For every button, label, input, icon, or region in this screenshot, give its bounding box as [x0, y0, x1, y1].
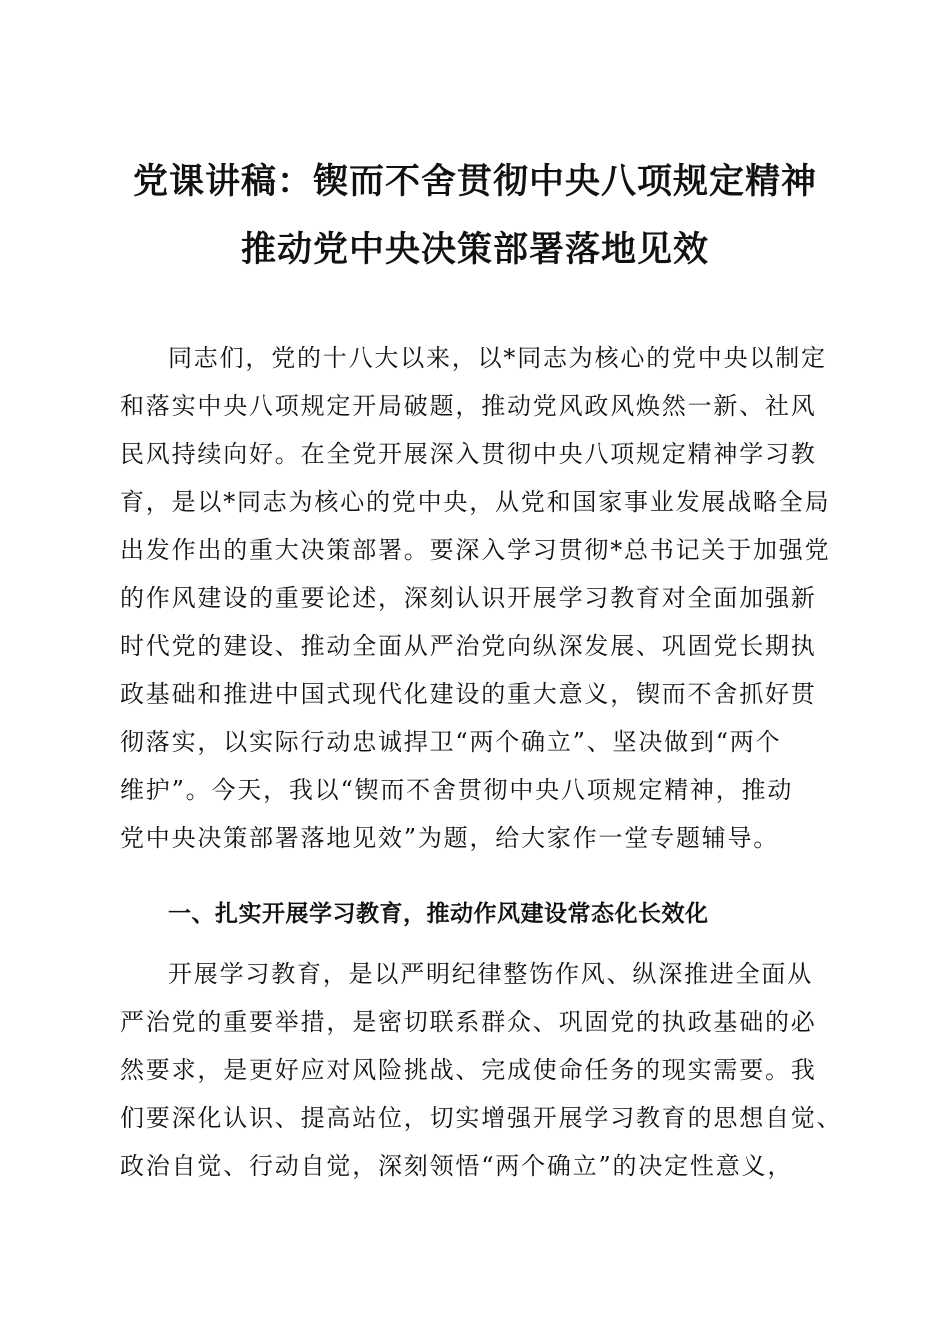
paragraph-line: 们要深化认识、提高站位，切实增强开展学习教育的思想自觉、: [120, 1104, 843, 1132]
paragraph-line: 同志们，党的十八大以来，以*同志为核心的党中央以制定: [168, 344, 827, 372]
paragraph-line: 然要求，是更好应对风险挑战、完成使命任务的现实需要。我: [120, 1056, 817, 1084]
paragraph-line: 维护”。今天，我以“锲而不舍贯彻中央八项规定精神，推动: [120, 776, 794, 804]
paragraph-line: 时代党的建设、推动全面从严治党向纵深发展、巩固党长期执: [120, 632, 817, 660]
section-heading-1: 一、扎实开展学习教育，推动作风建设常态化长效化: [168, 901, 709, 927]
paragraph-section-1: [120, 950, 843, 1190]
document-title-line-1: 党课讲稿：锲而不舍贯彻中央八项规定精神: [132, 161, 817, 202]
paragraph-line: 育，是以*同志为核心的党中央，从党和国家事业发展战略全局: [120, 488, 831, 516]
paragraph-intro: [120, 334, 840, 862]
paragraph-line: 彻落实，以实际行动忠诚捍卫“两个确立”、坚决做到“两个: [120, 728, 782, 756]
paragraph-line: 的作风建设的重要论述，深刻认识开展学习教育对全面加强新: [120, 584, 817, 612]
paragraph-line: 党中央决策部署落地见效”为题，给大家作一堂专题辅导。: [120, 824, 780, 852]
paragraph-line: 严治党的重要举措，是密切联系群众、巩固党的执政基础的必: [120, 1008, 817, 1036]
paragraph-line: 政治自觉、行动自觉，深刻领悟“两个确立”的决定性意义，: [120, 1152, 794, 1180]
paragraph-line: 民风持续向好。在全党开展深入贯彻中央八项规定精神学习教: [120, 440, 817, 468]
paragraph-line: 开展学习教育，是以严明纪律整饬作风、纵深推进全面从: [168, 960, 813, 988]
paragraph-line: 和落实中央八项规定开局破题，推动党风政风焕然一新、社风: [120, 392, 817, 420]
paragraph-line: 政基础和推进中国式现代化建设的重大意义，锲而不舍抓好贯: [120, 680, 817, 708]
paragraph-line: 出发作出的重大决策部署。要深入学习贯彻*总书记关于加强党: [120, 536, 831, 564]
document-title-line-2: 推动党中央决策部署落地见效: [240, 229, 709, 270]
